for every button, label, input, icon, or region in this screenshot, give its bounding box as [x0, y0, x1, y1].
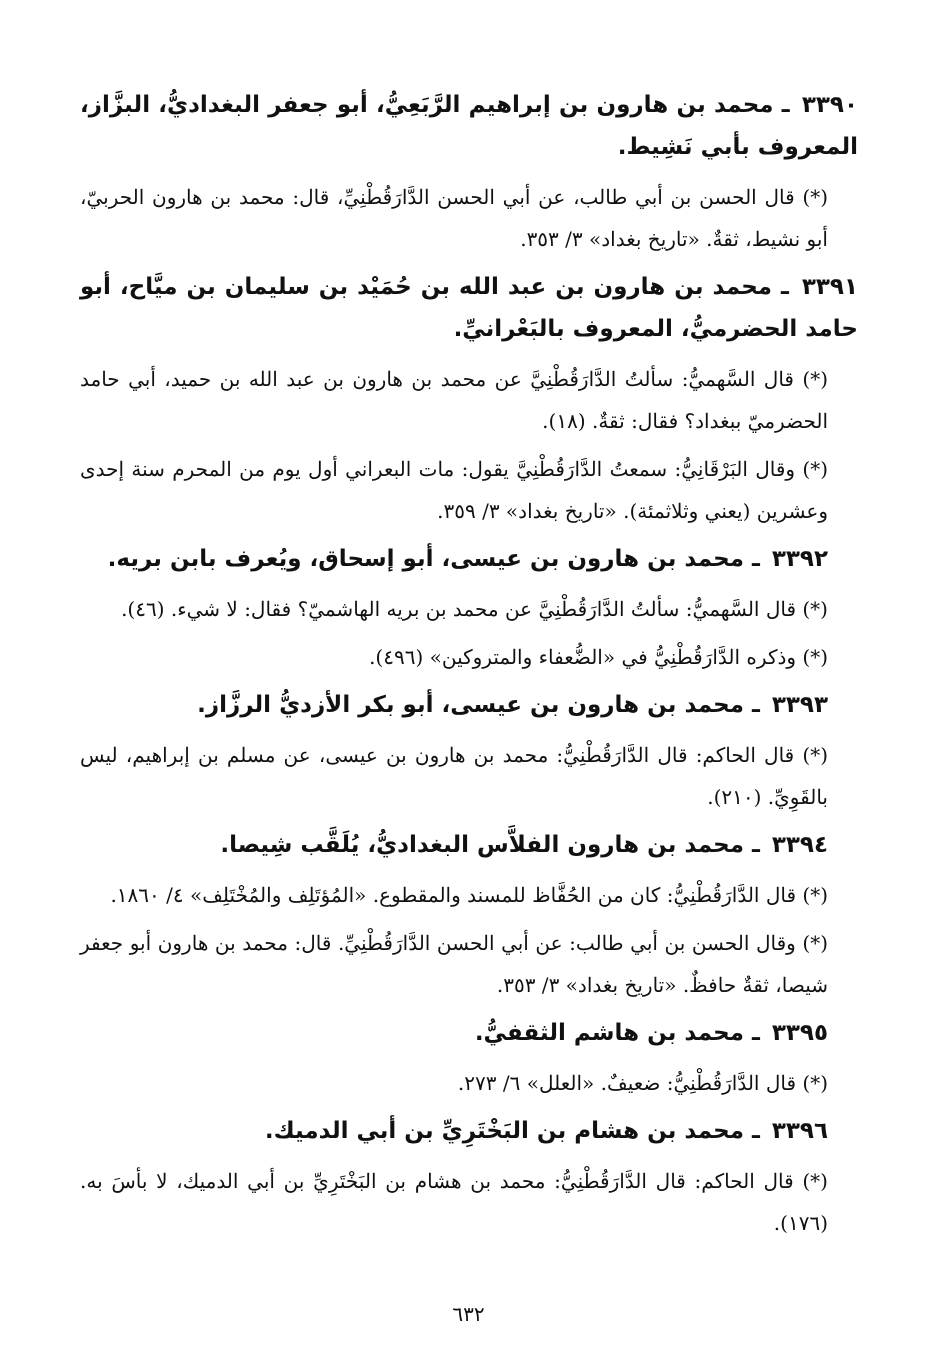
entry-number: ٣٣٩٦	[771, 1118, 828, 1144]
entry-number: ٣٣٩٠	[801, 92, 858, 118]
entry-title	[80, 684, 858, 726]
entry-number: ٣٣٩٥	[771, 1020, 828, 1046]
entry-paragraph: (*) قال الدَّارَقُطْنِيُّ: كان من الحُفَّاظ للمسند والمقطوع. «المُؤتَلِف والمُخْتَلِف» ٤/ ١٨٦٠.	[110, 883, 828, 907]
entry-paragraph: (*) قال الحسن بن أبي طالب، عن أبي الحسن الدَّارَقُطْنِيِّ، قال: محمد بن هارون الحربيّ، أبو نشيط، ثقةٌ. «تاريخ بغداد» ٣/ ٣٥٣.	[80, 185, 828, 251]
entry-3395	[80, 1012, 858, 1104]
entry-number: ٣٣٩٣	[771, 692, 828, 718]
entry-number: ٣٣٩٢	[771, 546, 828, 572]
entry-title-text: ـ محمد بن هاشم الثقفيُّ.	[474, 1020, 760, 1046]
entry-paragraph: (*) قال الحاكم: قال الدَّارَقُطْنِيُّ: محمد بن هشام بن البَخْتَرِيِّ بن أبي الدميك، لا بأسَ به. (١٧٦).	[80, 1169, 828, 1235]
entry-title-text: ـ محمد بن هارون بن عيسى، أبو بكر الأزديُّ الرزَّاز.	[197, 692, 760, 718]
entry-title	[80, 266, 858, 350]
entry-number: ٣٣٩٤	[771, 832, 828, 858]
entry-title	[80, 1110, 858, 1152]
entry-title-text: ـ محمد بن هارون بن إبراهيم الرَّبَعِيُّ، أبو جعفر البغداديُّ، البزَّاز، المعروف بأبي نَشِيط.	[80, 92, 858, 160]
entry-paragraph: (*) قال الدَّارَقُطْنِيُّ: ضعيفٌ. «العلل» ٦/ ٢٧٣.	[457, 1071, 828, 1095]
entry-title-text: ـ محمد بن هارون بن عبد الله بن حُمَيْد بن سليمان بن ميَّاح، أبو حامد الحضرميُّ، المعروف بالبَعْرانيِّ.	[80, 274, 858, 342]
page-number: ٦٣٢	[452, 1302, 485, 1326]
entry-3396	[80, 1110, 858, 1244]
entry-3394	[80, 824, 858, 1006]
entry-title-text: ـ محمد بن هشام بن البَخْتَرِيِّ بن أبي الدميك.	[264, 1118, 760, 1144]
entry-title-text: ـ محمد بن هارون بن عيسى، أبو إسحاق، ويُعرف بابن بريه.	[107, 546, 760, 572]
document-page	[80, 84, 858, 1250]
entry-paragraph: (*) وذكره الدَّارَقُطْنِيُّ في «الضُّعفاء والمتروكين» (٤٩٦).	[369, 645, 828, 669]
entry-3392	[80, 538, 858, 678]
entry-paragraph: (*) وقال البَرْقَانِيُّ: سمعتُ الدَّارَقُطْنِيَّ يقول: مات البعراني أول يوم من المحرم سنة إحدى وعشرين (يعني وثلاثمئة). «تاريخ بغداد» ٣/ ٣٥٩.	[80, 457, 828, 523]
entry-title	[80, 538, 858, 580]
entry-3393	[80, 684, 858, 818]
entry-title	[80, 824, 858, 866]
entry-paragraph: (*) قال السَّهميُّ: سألتُ الدَّارَقُطْنِيَّ عن محمد بن هارون بن عبد الله بن حميد، أبي حامد الحضرميّ ببغداد؟ فقال: ثقةٌ. (١٨).	[80, 367, 828, 433]
entry-3391	[80, 266, 858, 532]
entry-paragraph: (*) قال الحاكم: قال الدَّارَقُطْنِيُّ: محمد بن هارون بن عيسى، عن مسلم بن إبراهيم، ليس بالقَوِيِّ. (٢١٠).	[80, 743, 828, 809]
entry-number: ٣٣٩١	[801, 274, 858, 300]
entry-paragraph: (*) قال السَّهميُّ: سألتُ الدَّارَقُطْنِيَّ عن محمد بن بريه الهاشميّ؟ فقال: لا شيء. (٤٦).	[121, 597, 828, 621]
entry-paragraph: (*) وقال الحسن بن أبي طالب: عن أبي الحسن الدَّارَقُطْنِيِّ. قال: محمد بن هارون أبو جعفر شيصا، ثقةٌ حافظٌ. «تاريخ بغداد» ٣/ ٣٥٣.	[80, 931, 828, 997]
entry-title	[80, 1012, 858, 1054]
entry-3390	[80, 84, 858, 260]
entry-title	[80, 84, 858, 168]
entry-title-text: ـ محمد بن هارون الفلاَّس البغداديُّ، يُلَقَّب شِيصا.	[220, 832, 760, 858]
